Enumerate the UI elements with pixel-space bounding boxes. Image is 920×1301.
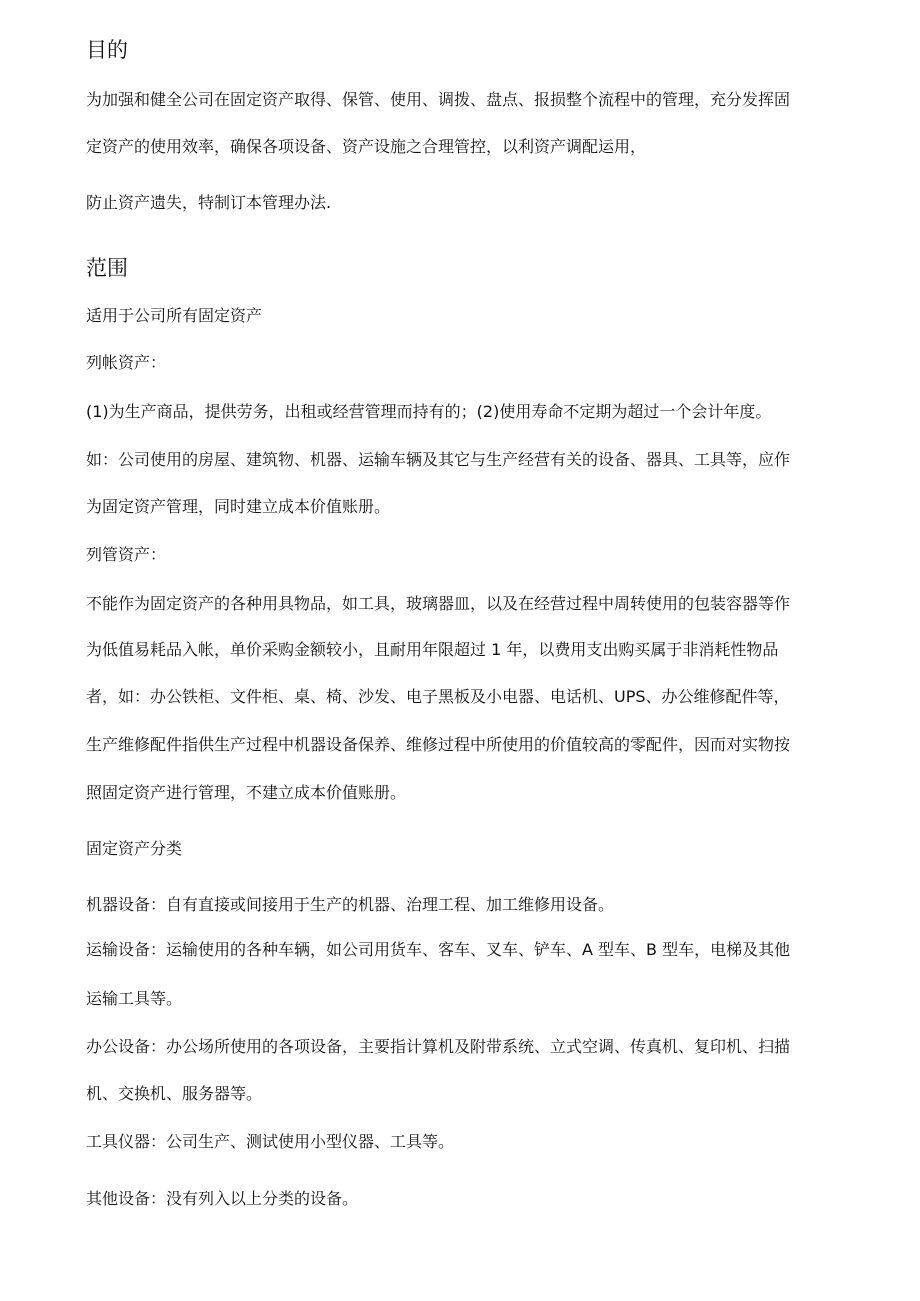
purpose-line: 为加强和健全公司在固定资产取得、保管、使用、调拨、盘点、报损整个流程中的管理，充分发挥固 xyxy=(86,90,791,109)
classification-line: 工具仪器：公司生产、测试使用小型仪器、工具等。 xyxy=(86,1132,455,1151)
classification-title: 固定资产分类 xyxy=(86,839,183,858)
classification-line: 机、交换机、服务器等。 xyxy=(86,1084,263,1103)
purpose-heading: 目的 xyxy=(86,38,128,62)
listed-assets-line: 为固定资产管理，同时建立成本价值账册。 xyxy=(86,497,391,516)
purpose-line: 定资产的使用效率，确保各项设备、资产设施之合理管控，以利资产调配运用， xyxy=(86,137,647,156)
managed-assets-line: 为低值易耗品入帐，单价采购金额较小，且耐用年限超过 1 年，以费用支出购买属于非消耗性物品 xyxy=(86,640,779,659)
managed-assets-line: 生产维修配件指供生产过程中机器设备保养、维修过程中所使用的价值较高的零配件，因而对实物按 xyxy=(86,735,791,754)
scope-intro: 适用于公司所有固定资产 xyxy=(86,306,263,325)
classification-line: 运输设备：运输使用的各种车辆，如公司用货车、客车、叉车、铲车、A 型车、B 型车，电梯及其他 xyxy=(86,940,791,959)
classification-line: 其他设备：没有列入以上分类的设备。 xyxy=(86,1189,359,1208)
listed-assets-title: 列帐资产： xyxy=(86,353,167,372)
scope-heading: 范围 xyxy=(86,256,128,280)
classification-line: 运输工具等。 xyxy=(86,989,183,1008)
purpose-line: 防止资产遗失，特制订本管理办法. xyxy=(86,193,332,212)
managed-assets-line: 不能作为固定资产的各种用具物品，如工具，玻璃器皿，以及在经营过程中周转使用的包装容器等作 xyxy=(86,594,791,613)
managed-assets-title: 列管资产： xyxy=(86,545,167,564)
listed-assets-line: (1)为生产商品，提供劳务，出租或经营管理而持有的；(2)使用寿命不定期为超过一个会计年度。 xyxy=(86,402,772,421)
managed-assets-line: 照固定资产进行管理，不建立成本价值账册。 xyxy=(86,783,407,802)
classification-line: 机器设备：自有直接或间接用于生产的机器、治理工程、加工维修用设备。 xyxy=(86,895,615,914)
managed-assets-line: 者，如：办公铁柜、文件柜、桌、椅、沙发、电子黑板及小电器、电话机、UPS、办公维修配件等， xyxy=(86,687,790,706)
classification-line: 办公设备：办公场所使用的各项设备，主要指计算机及附带系统、立式空调、传真机、复印机、扫描 xyxy=(86,1037,791,1056)
listed-assets-line: 如：公司使用的房屋、建筑物、机器、运输车辆及其它与生产经营有关的设备、器具、工具等，应作 xyxy=(86,450,791,469)
